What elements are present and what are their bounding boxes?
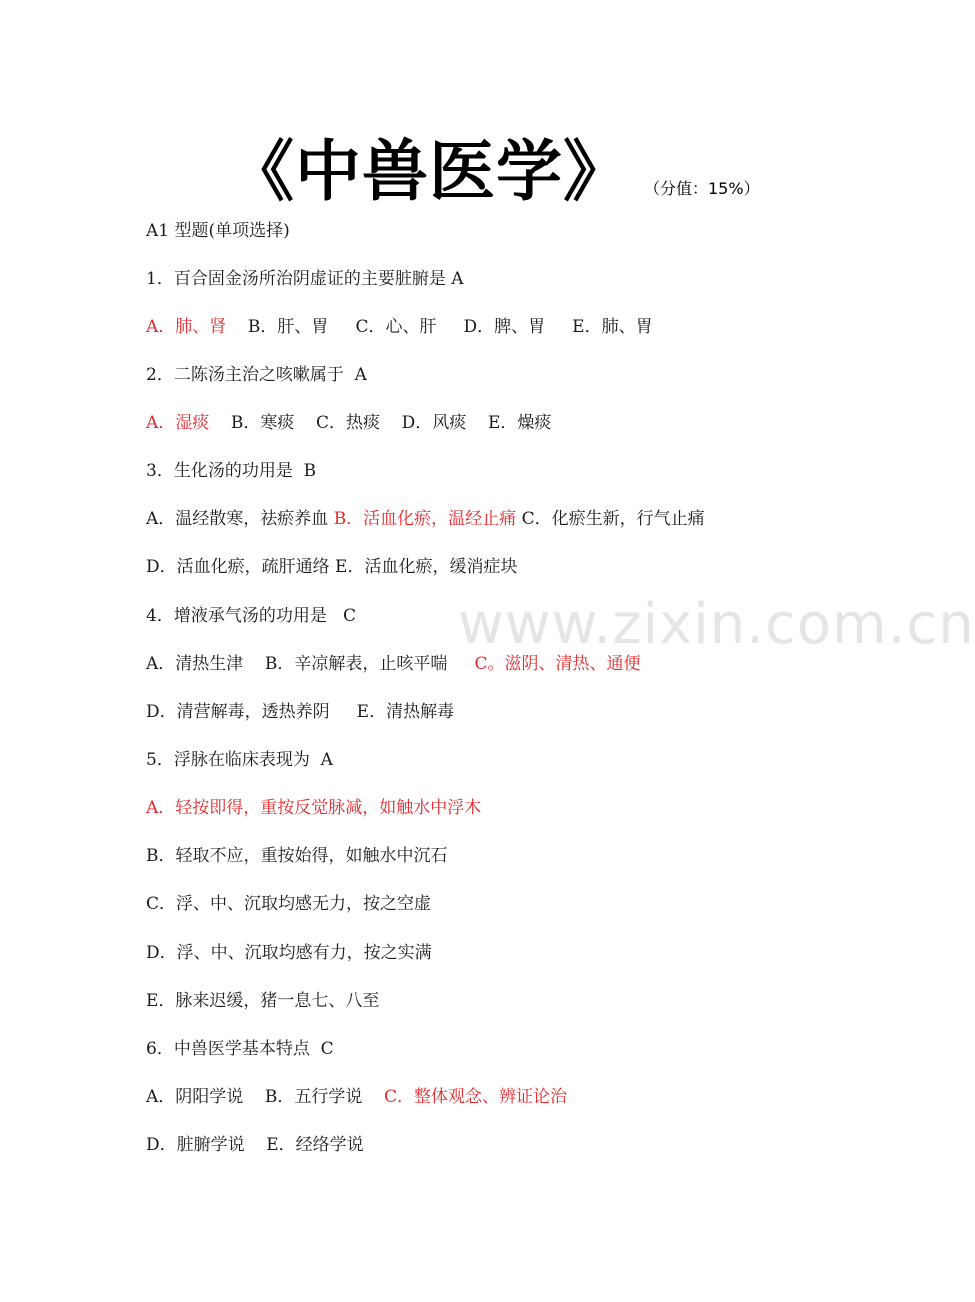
option-5a: A．轻按即得，重按反觉脉减，如触水中浮木 [146,798,482,818]
options-4-row2 [146,701,454,723]
option-1c: C．心、肝 [355,317,437,337]
section-title: A1 型题(单项选择) [146,221,290,241]
question-6: 6．中兽医学基本特点 C [146,1039,334,1059]
question-5: 5．浮脉在临床表现为 A [146,750,333,770]
score-note: （分值：15%） [652,179,760,198]
options-1 [146,316,653,338]
option-1e: E．肺、胃 [572,317,653,337]
title-row [228,118,760,213]
option-5c: C．浮、中、沉取均感无力，按之空虚 [146,894,432,914]
question-1: 1．百合固金汤所治阴虚证的主要脏腑是 A [146,269,464,289]
option-1b: B．肝、胃 [247,317,329,337]
question-3: 3．生化汤的功用是 B [146,461,317,481]
watermark: www.zixin.com.cn [458,592,975,657]
option-6b: B．五行学说 [264,1087,363,1107]
option-2b: B．寒痰 [230,413,295,433]
question-2: 2．二陈汤主治之咳嗽属于 A [146,365,367,385]
options-2 [146,412,551,434]
question-4: 4．增液承气汤的功用是 C [146,606,357,626]
option-6a: A．阴阳学说 [146,1087,244,1107]
option-1a: A．肺、肾 [146,317,227,337]
option-2e: E．燥痰 [487,413,552,433]
option-6c: C．整体观念、辨证论治 [384,1087,568,1107]
options-6-row2 [146,1134,364,1156]
option-2a: A．湿痰 [146,413,210,433]
option-1d: D．脾、胃 [463,317,546,337]
options-4-row1 [146,653,640,675]
option-3e: E．活血化瘀，缓消症块 [335,557,518,577]
option-4c: C。滋阴、清热、通便 [474,654,641,674]
option-5e: E．脉来迟缓，猪一息七、八至 [146,991,380,1011]
option-4a: A．清热生津 [146,654,244,674]
option-5b: B．轻取不应，重按始得，如触水中沉石 [146,846,448,866]
option-4e: E．清热解毒 [356,702,455,722]
option-4d: D．清营解毒，透热养阴 [146,702,330,722]
option-5d: D．浮、中、沉取均感有力，按之实满 [146,943,432,963]
option-3d: D．活血化瘀，疏肝通络 [146,557,330,577]
option-6d: D．脏腑学说 [146,1135,245,1155]
option-6e: E．经络学说 [266,1135,364,1155]
option-4b: B．辛凉解表，止咳平喘 [264,654,448,674]
option-2c: C．热痰 [316,413,381,433]
option-3c: C．化瘀生新，行气止痛 [521,509,705,529]
options-3-row1 [146,508,705,530]
options-3-row2 [146,556,517,578]
option-2d: D．风痰 [401,413,467,433]
page-title: 《中兽医学》 [228,133,630,210]
option-3a: A．温经散寒，祛瘀养血 [146,509,329,529]
options-6-row1 [146,1086,567,1108]
option-3b: B．活血化瘀，温经止痛 [333,509,517,529]
